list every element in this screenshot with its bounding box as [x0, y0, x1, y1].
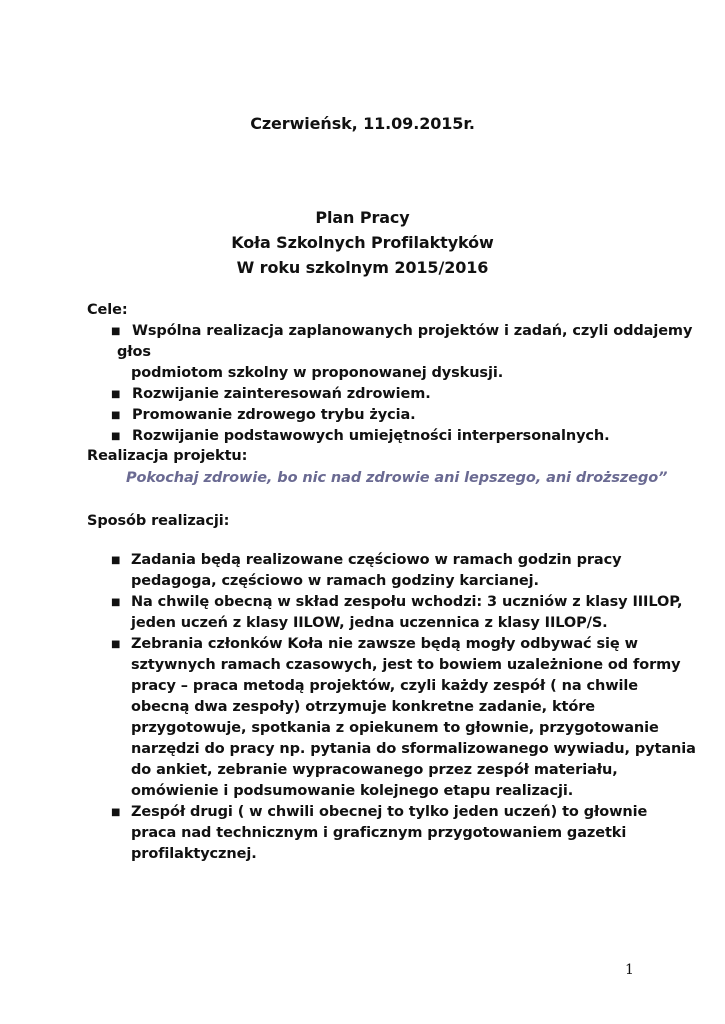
date-line: Czerwieńsk, 11.09.2015r. — [250, 114, 475, 133]
goals-heading: Cele: — [87, 302, 128, 318]
bullet-icon: ■ — [111, 807, 121, 818]
method-item-3-line-1: Zebrania członków Koła nie zawsze będą mogły odbywać się w — [131, 636, 638, 652]
bullet-icon: ■ — [111, 639, 121, 650]
goal-item-1-line-2: głos — [117, 344, 151, 360]
method-item-3-line-4: obecną dwa zespoły) otrzymuje konkretne zadanie, które — [131, 699, 596, 715]
method-item-2-line-2: jeden uczeń z klasy IILOW, jedna uczennica z klasy IILOP/S. — [131, 615, 608, 631]
goal-item-1-line-1: Wspólna realizacja zaplanowanych projektów i zadań, czyli oddajemy — [132, 323, 693, 339]
method-item-3-line-5: przygotowuje, spotkania z opiekunem to głownie, przygotowanie — [131, 720, 659, 736]
bullet-icon: ■ — [111, 389, 121, 400]
bullet-icon: ■ — [111, 410, 121, 421]
method-item-4-line-1: Zespół drugi ( w chwili obecnej to tylko jeden uczeń) to głownie — [131, 804, 648, 820]
method-item-3-line-3: pracy – praca metodą projektów, czyli każdy zespół ( na chwile — [131, 678, 638, 694]
bullet-icon: ■ — [111, 431, 121, 442]
method-item-4-line-2: praca nad technicznym i graficznym przygotowaniem gazetki — [131, 825, 627, 841]
bullet-icon: ■ — [111, 597, 121, 608]
project-motto: Pokochaj zdrowie, bo nic nad zdrowie ani lepszego, ani droższego” — [126, 470, 668, 486]
bullet-icon: ■ — [111, 555, 121, 566]
goal-item-2: Rozwijanie zainteresowań zdrowiem. — [132, 386, 431, 402]
title-line-3: W roku szkolnym 2015/2016 — [236, 258, 489, 277]
page-number: 1 — [625, 962, 634, 978]
goal-item-1-line-3: podmiotom szkolny w proponowanej dyskusji. — [131, 365, 504, 381]
method-item-1-line-1: Zadania będą realizowane częściowo w ramach godzin pracy — [131, 552, 622, 568]
project-heading: Realizacja projektu: — [87, 448, 248, 464]
title-line-1: Plan Pracy — [315, 208, 410, 227]
method-heading: Sposób realizacji: — [87, 513, 230, 529]
method-item-2-line-1: Na chwilę obecną w skład zespołu wchodzi: 3 uczniów z klasy IIILOP, — [131, 594, 683, 610]
method-item-1-line-2: pedagoga, częściowo w ramach godziny karcianej. — [131, 573, 539, 589]
method-item-3-line-8: omówienie i podsumowanie kolejnego etapu realizacji. — [131, 783, 574, 799]
title-line-2: Koła Szkolnych Profilaktyków — [231, 233, 494, 252]
goal-item-4: Rozwijanie podstawowych umiejętności interpersonalnych. — [132, 428, 610, 444]
bullet-icon: ■ — [111, 326, 121, 337]
method-item-3-line-2: sztywnych ramach czasowych, jest to bowiem uzależnione od formy — [131, 657, 681, 673]
method-item-4-line-3: profilaktycznej. — [131, 846, 257, 862]
goal-item-3: Promowanie zdrowego trybu życia. — [132, 407, 416, 423]
method-item-3-line-7: do ankiet, zebranie wypracowanego przez zespół materiału, — [131, 762, 618, 778]
method-item-3-line-6: narzędzi do pracy np. pytania do sformalizowanego wywiadu, pytania — [131, 741, 696, 757]
